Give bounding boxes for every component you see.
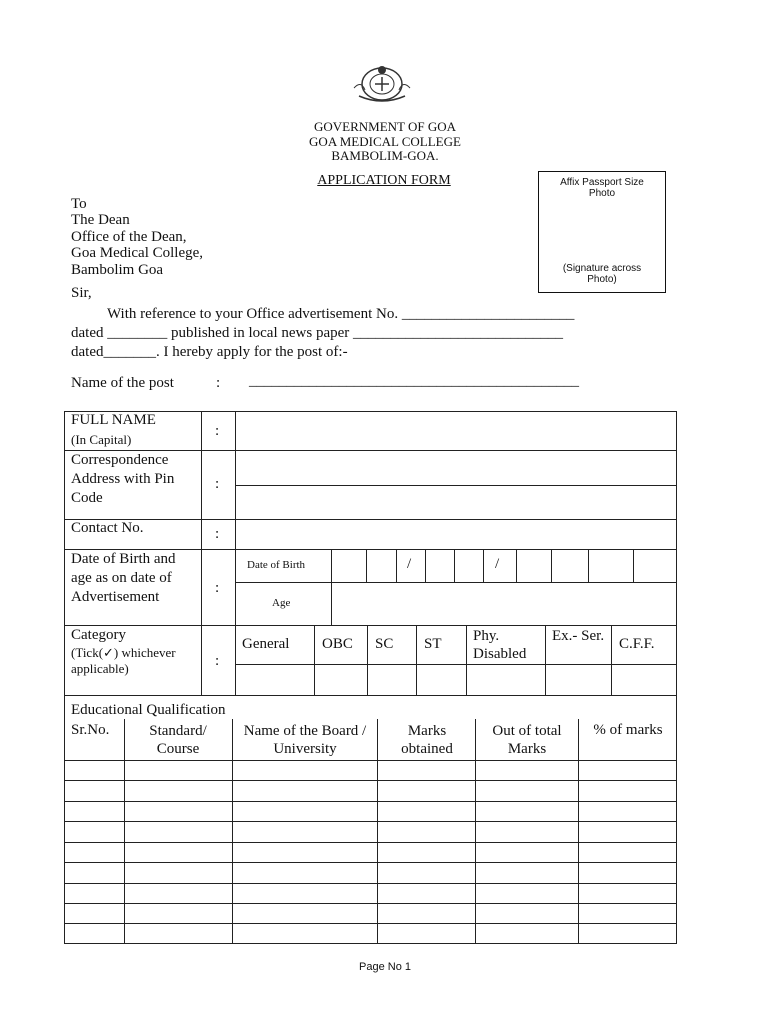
category-general: General [242,636,290,652]
in-capital-note: (In Capital) [71,432,132,447]
body-line-3: dated_______. I hereby apply for the post of:- [71,344,348,360]
address-field-line-2[interactable] [237,487,675,518]
category-note: (Tick(✓) whichever applicable) [71,645,176,676]
tick-obc[interactable] [316,666,366,694]
category-st: ST [424,636,442,652]
education-title: Educational Qualification [71,702,226,718]
address-to: To [71,196,87,212]
address-field-line-1[interactable] [237,452,675,484]
post-name-field[interactable]: ____________________________________________ [249,373,579,389]
dob-colon: : [215,580,220,596]
full-name-colon: : [215,423,220,439]
contact-label: Contact No. [71,520,144,536]
header-line-2: GOA MEDICAL COLLEGE [309,134,461,149]
edu-header-board: Name of the Board / University [243,723,367,757]
contact-colon: : [215,526,220,542]
photo-box-top-text: Affix Passport Size Photo [560,177,644,199]
tick-sc[interactable] [369,666,415,694]
category-colon: : [215,653,220,669]
category-label: Category [71,627,126,643]
tick-ex-ser[interactable] [547,666,610,694]
dob-slash-1: / [407,556,412,572]
dob-slash-2: / [495,556,500,572]
education-rows[interactable] [65,761,676,943]
category-cff: C.F.F. [619,636,655,652]
correspondence-label: Correspondence Address with Pin Code [71,452,175,506]
correspondence-colon: : [215,476,220,492]
photo-box-bottom-text: (Signature across Photo) [562,263,642,285]
body-line-2: dated ________ published in local news paper ____________________________ [71,325,564,341]
edu-header-total: Out of total Marks [492,723,562,757]
category-ex-ser: Ex.- Ser. [552,628,605,644]
dob-inner-label: Date of Birth [247,559,306,571]
category-sc: SC [375,636,394,652]
tick-st[interactable] [418,666,465,694]
post-colon: : [216,375,221,391]
header-line-3: BAMBOLIM-GOA. [331,148,439,163]
dob-label: Date of Birth and age as on date of Advertisement [71,551,176,605]
post-label: Name of the post [71,375,174,391]
age-inner-label: Age [272,597,291,609]
contact-field[interactable] [237,521,675,548]
salutation: Sir, [71,285,92,301]
tick-phy-disabled[interactable] [468,666,544,694]
body-line-1: With reference to your Office advertisement No. _______________________ [107,306,575,322]
address-line-1: The Dean [71,212,130,228]
age-field[interactable] [333,584,675,624]
tick-general[interactable] [237,666,313,694]
form-title: APPLICATION FORM [317,173,451,188]
full-name-label: FULL NAME [71,412,156,428]
address-line-3: Goa Medical College, [71,245,204,261]
edu-header-standard: Standard/ Course [149,723,207,757]
tick-cff[interactable] [613,666,675,694]
page-number: Page No 1 [359,961,411,973]
category-obc: OBC [322,636,353,652]
edu-header-marks: Marks obtained [401,723,453,757]
edu-header-percent: % of marks [593,722,663,738]
category-phy-disabled: Phy. Disabled [473,628,527,662]
header-line-1: GOVERNMENT OF GOA [313,119,457,134]
address-line-4: Bambolim Goa [71,262,164,278]
full-name-field[interactable] [237,413,675,449]
address-line-2: Office of the Dean, [71,229,187,245]
edu-header-srno: Sr.No. [71,722,110,738]
